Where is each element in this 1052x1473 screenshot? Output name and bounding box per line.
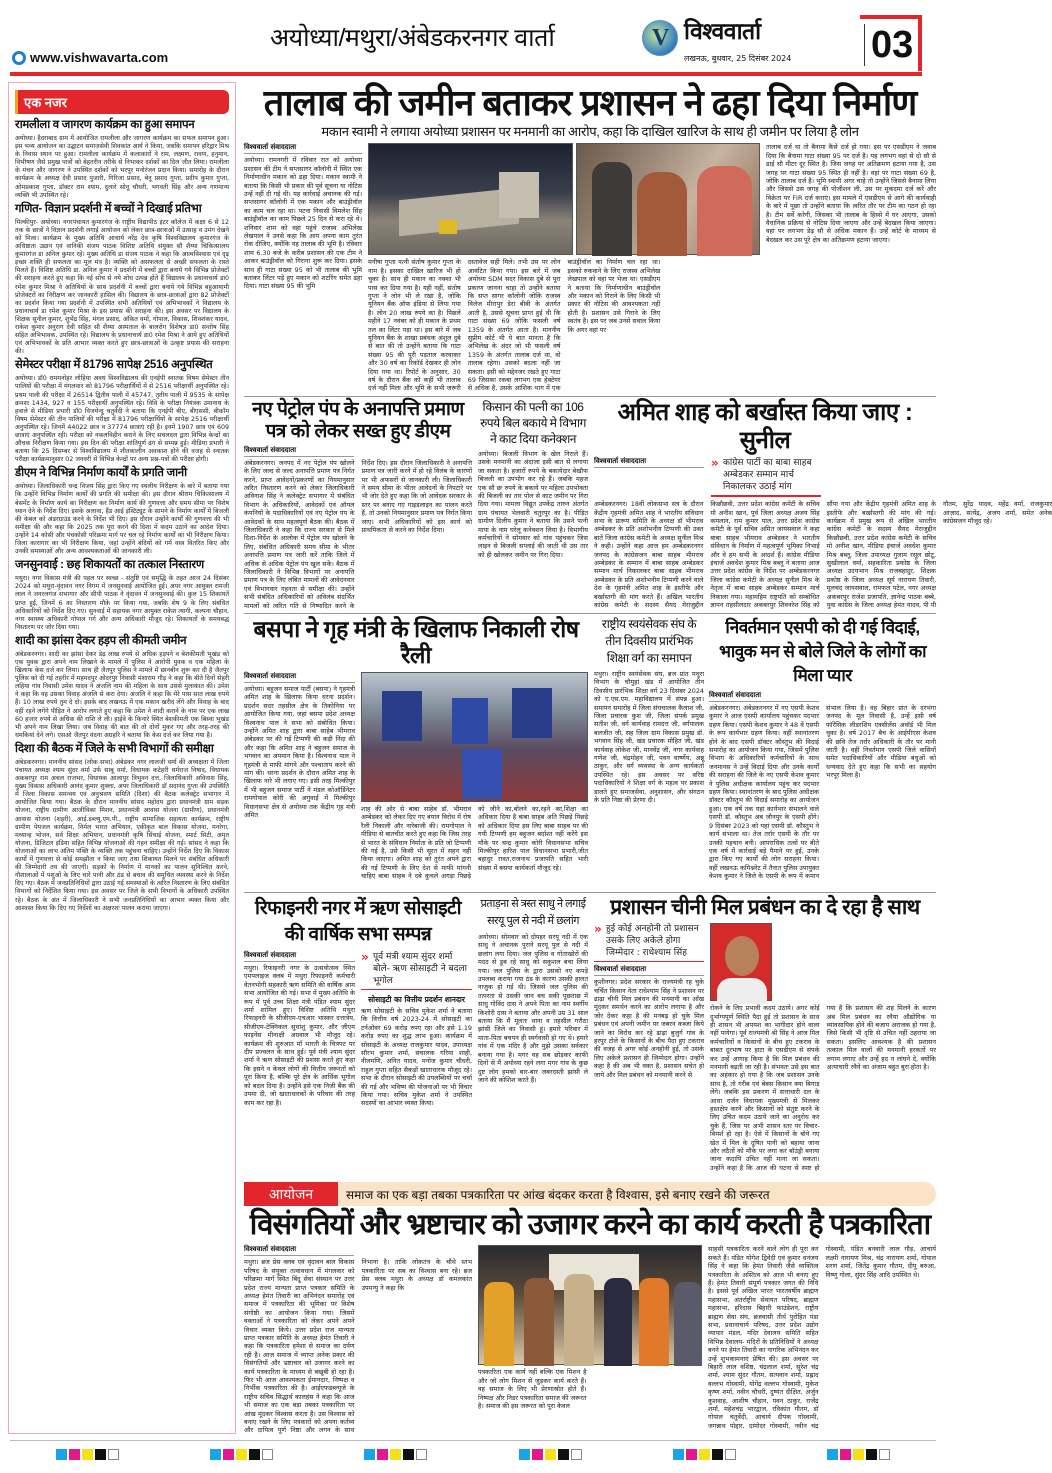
banner-text: समाज का एक बड़ा तबका पत्रकारिता पर आंख बंदकर करता है विश्वास, इसे बनाए रखने की जरूरत <box>346 1187 770 1202</box>
demolition-photo <box>368 143 573 255</box>
mill-body: कुशीनगर। प्रदेश सरकार के राज्यमंत्री रह चुके चर्चित किसान नेता राधेश्याम सिंह ने प्रशासन पर ढाढ़ा चीनी मिल प्रबंधन की मनमानी का आँख मूंदकर समर्थन करने का आरोप लगाया है और जोर देकर कहा है की मनबढ़ हो चुके मिल प्रबंधन एवं अपनी जमीन पर जबरन कब्जा किये जाने का विरोध कर रहे ढाढ़ा बुजुर्ग गांव के हरपुर टोले के किसानों के बीच पैदा हुए टकराव की वजह से अगर कोई अनहोनी हुई, तो उसके लिए अकेले प्रशासन ही जिम्मेदार होगा। उन्होंने कहा है की अब भी वक्त है, प्रशासन सचेत हो जाये और मिल प्रबंधन को मनमानी करने से <box>594 978 704 1079</box>
sp-story <box>709 616 936 888</box>
sadhu-headline: प्रताड़ना से त्रस्त साधु ने लगाई सरयू पुल से नदी में छलांग <box>480 898 586 927</box>
byline: विश्ववार्ता संवाददाता <box>709 691 819 702</box>
lead-body-right: तालाब दर्ज था तो बैनामा कैसे दर्ज हो गया। इस पर एसडीएम ने जवाब दिया कि बैनामा गाटा संख्या 95 पर दर्ज है। यह लगभग वहां से दो सौ से ढाई सौ मीटर दूर स्थित है। जिस जगह पर अतिक्रमण हटाया गया है, उस जगह पर गाटा संख्या 95 स्थित ही नहीं है। वहां पर गाटा संख्या 69 है, जोकि तालाब दर्ज है। भूमि स्वामी अगर चाहे तो उन्होंने जिससे बैनामा लिया और जिससे उस जगह की पोजीशन ली, उस पर मुकदमा दर्ज करें और विक्रेता पर FIR दर्ज कराएं। इस मामले में एसडीएम से आगे की कार्यवाही के बारे में पूछा तो उन्होंने बताया कि त्वरित तौर पर टीम का गठन हो रहा है। टीम सर्वे करेगी, जिसका भी तालाब के हिस्से में घर आएगा, उसको वैधानिक प्रक्रिया से नोटिस दिया जाएगा और उन्हें बेदखल किया जाएगा। वहां पर लगभग डेढ़ सौ से अधिक मकान हैं। उन्हें कोर्ट के माध्यम से बेदखल कर उस पूरे क्षेत्र का अतिक्रमण हटाया जाएगा। <box>766 143 936 244</box>
brief-body: मथुरा। नगर विकास मंत्री की पहल पर स्वच्छ - संतुष्टि एवं समृद्धि के तहत आज 24 दिसंबर 2024 को मथुरा-वृंदावन नगर निगम में जनसुनवाई आयोजित हुई। अपर नगर आयुक्त रामजी लाल ने जनरलगंज सभागार और सीपी पाठक ने वृंदावन में जनसुनवाई की। कुल 15 शिकायतें प्राप्त हुईं, जिनमें 6 का निस्तारण मौके पर किया गया, जबकि शेष 9 के लिए संबंधित अधिकारियों को निर्देश दिए गए। सुनवाई में सहायक नगर आयुक्त राकेश त्यागी, कल्पना चौहान, नगर स्वास्थ्य अधिकारी गोपाल गर्ग और अन्य अधिकारी मौजूद रहे। शिकायतों के समयबद्ध निस्तारण पर जोर दिया गया। <box>15 575 229 631</box>
bottom-story <box>244 1209 936 1435</box>
lead-body-continued: मनीषा गुप्ता पत्नी संतोष कुमार गुप्ता के नाम है। इसका दाखिल खारिज भी हो चुका है। साथ ही मकान का नक्शा भी पास कर दिया गया है। यही नहीं, संतोष गुप्ता ने लोन भी ले रखा है, जोकि यूनियन बैंक ऑफ इंडिया से लिया गया है। लोन 20 लाख रुपये का है। पिछले महीने 17 नवंबर को ही मकान के प्रथम तल का लिंटर पड़ा था। इस बारे में जब यूनियन बैंक के शाखा प्रबंधक अंशुल दुबे से बात की तो उन्होंने बताया कि गाटा संख्या 95 की पूरी पड़ताल करवाकर और 30 वर्ष का रिकॉर्ड देखकर ही लोन दिया गया था। रिपोर्ट के अनुसार, 30 वर्ष के दौरान बैंक को कहीं भी तालाब दर्ज नहीं मिला और भूमि के सभी जरूरी दस्तावेज सही मिले। तभी उस पर लोन आवंटित किया गया। इस बारे में जब अयोध्या SDM सदर विकास दुबे से पूरा प्रकरण जानना चाहा तो उन्होंने बताया कि सप्त सागर कॉलोनी जोकि राजस्व विलेज मीरापुर डेरा बीबी के अंतर्गत आती है, उससे सूचना प्राप्त हुई थी कि गाटा संख्या 69 जोकि फसली वर्ष 1359 के अंतर्गत आता है। माननीय सुप्रीम कोर्ट भी ये बात मानता है कि अभिलेख के अंदर जो भी फसली वर्ष 1359 के अंतर्गत तालाब दर्ज था, वो तालाब रहेगा। उसको बदला नहीं जा सकता। इसी को मद्देनजर रखते हुए गाटा 69 जिसका रकबा लगभग एक हेक्टेयर से अधिक है, उसके आंशिक भाग में एक बाउंड्रीवॉल का निर्माण चल रहा था। इसको रुकवाने के लिए राजस्व अभिलेख लेखपाल को वहां पर भेजा था। एसडीएम ने बताया कि निर्माणाधीन बाउंड्रीवॉल और मकान को गिराने के लिए किसी भी प्रकार की नोटिस की आवश्यकता नहीं होती है। प्रशासन उसे गिराने के लिए स्वतंत्र है। इस पर जब उनसे सवाल किया कि अगर वहां पर <box>368 258 661 393</box>
bottom-headline: विसंगतियों और भ्रष्टाचार को उजागर करने का कार्य करती है पत्रकारिता <box>249 1209 931 1241</box>
cmyk-swatch <box>56 1449 119 1460</box>
brief-story <box>15 634 229 740</box>
lead-story <box>244 82 936 394</box>
mill-headline: प्रशासन चीनी मिल प्रबंधन का दे रहा है साथ <box>610 896 920 919</box>
brief-story <box>15 358 229 464</box>
cmyk-swatch <box>827 1449 890 1460</box>
byline: विश्ववार्ता संवाददाता <box>594 457 704 468</box>
byline: विश्ववार्ता संवाददाता <box>244 143 362 154</box>
felicitation-photo <box>478 1245 702 1365</box>
cmyk-swatch <box>210 1449 273 1460</box>
page-number-box <box>860 15 922 71</box>
browser-e-icon <box>12 51 26 65</box>
bottom-body: मथुरा। ब्रज प्रेस क्लब एवं वृंदावन बाल विकास परिषद के संयुक्त तत्वावधान में मंगलवार को परिक्रमा मार्ग स्थित बिंदु सेवा संस्थान पर उत्तर प्रदेश राज्य मान्यता प्राप्त पत्रकार समिति के अध्यक्ष हेमंत तिवारी का अभिनंदन समारोह एवं समाज में पत्रकारिता की भूमिका पर विशेष संगोष्ठी का आयोजन किया गया। जिसमें वक्ताओं ने पत्रकारिता को लेकर अपने अपने विचार व्यक्त किये। उत्तर प्रदेश राज मान्यता प्राप्त पत्रकार समिति के अध्यक्ष हेमंत तिवारी ने कहा कि पत्रकारिता हमेशा से समाज का दर्पण रही है। आज समाज में व्याप्त अनेक प्रकार की विसंगतियों और भ्रष्टाचार को उजागर करने का कार्य पत्रकारिता के माध्यम से बखूबी हो रहा है। फिर भी आज आवश्यकता ईमानदार, निष्पक्ष व निर्भीक पत्रकारिता की है। आईएफडब्ल्यूजे के राष्ट्रीय सचिव सिद्धार्थ कालहंस ने कहा कि आज भी समाज का एक बड़ा तबका पत्रकारिता पर आंख मूंदकर विश्वास करता है। उस विश्वास को बनाए रखने के लिए पत्रकारों को अपना कर्तव्य और दायित्व पूर्ण निष्ठा और लगन के साथ निभाना है। ताकि लोकतंत्र के चौथे स्तंभ पत्रकारिता पर सब का विश्वास बना रहे। ब्रज प्रेस क्लब मथुरा के अध्यक्ष डॉ कमलकांत उपमन्यु ने कहा कि <box>244 1258 472 1435</box>
bsp-headline: बसपा ने गृह मंत्री के खिलाफ निकाली रोष रैली <box>253 616 579 669</box>
banner-label: आयोजन <box>244 1182 338 1206</box>
cmyk-swatch <box>364 1449 427 1460</box>
rss-story <box>594 616 704 888</box>
refinery-sub-text: पूर्व मंत्री श्याम सुंदर शर्मा बोले- ऋण सोसाइटी ने बदला भूगोल <box>373 952 467 986</box>
brief-story <box>15 118 229 200</box>
amit-sub-text: कांग्रेस पार्टी का बाबा साहब अम्बेडकर सम्मान मार्च निकालकर उठाई मांग <box>723 458 812 493</box>
divider <box>244 396 936 397</box>
mill-subheadline <box>594 923 704 962</box>
refinery-story <box>244 896 472 1178</box>
event-banner <box>244 1182 936 1206</box>
grieving-women-photo <box>576 143 760 255</box>
brief-story <box>15 558 229 632</box>
amit-body-text: अम्बेडकरनगर। 18वीं लोकसभा सत्र के दौरान केंद्रीय गृहमंत्री अमित शाह ने भारतीय संविधान सभा के प्रारूप समिति के अध्यक्ष डॉ भीमराव अम्बेडकर के प्रति अशोभनीय टिप्पणी की उक्त बातें जिला कांग्रेस कमेटी के अध्यक्ष सुनील मिश्र ने कही। उन्होंने कहा आज हम अम्बेडकरनगर जनपद के कांग्रेसजन बाबा साहब भीमराव अम्बेडकर के सम्मान में बाबा साहब अम्बेडकर सम्मान मार्च निकालकर बाबा साहब भीमराव अम्बेडकर के प्रति अशोभनीय टिप्पणी करने वाले देश के गृहमंत्री अमित शाह के इस्तीफे और बर्खास्तगी की मांग करते हैं। अखिल भारतीय कांग्रेस कमेटी के सदस्य सैयद मेराजुद्दीन किछौछवी, उत्तर प्रदेश कांग्रेस कमेटी के सचिव मो अनीश खान, पूर्व जिला अध्यक्ष अजय सिंह कमलान, राम कुमार पाल, उत्तर प्रदेश कांग्रेस कमेटी के पूर्व सचिव अमित जायसवाल ने कहा बाबा साहब भीमराव अम्बेडकर ने भारतीय संविधान के निर्माण में महत्वपूर्ण भूमिका निभाई और वे हम सभी के आदर्श हैं। कांग्रेस मीडिया इंचार्ज अवधेश कुमार मिश्र बब्लू ने बताया आज उत्तर प्रदेश कांग्रेस के निर्देश पर अम्बेडकरनगर जिला कांग्रेस कमेटी के अध्यक्ष सुनील मिश्र के नेतृत्व में बाबा साहब अम्बेडकर सम्मान मार्च निकाला गया। महामहिम राष्ट्रपति को सम्बोधित ज्ञापन तहसीलदार अकबरपुर शिवनरेश सिंह को सौंपा गया और केंद्रीय गृहमंत्री अमित शाह के इस्तीफे और बर्खास्तगी की मांग की गई। कार्यक्रम में प्रमुख रूप से अखिल भारतीय कांग्रेस कमेटी के सदस्य सैयद मेराजुद्दीन किछौछवी, उत्तर प्रदेश कांग्रेस कमेटी के सचिव मो अनीश खान, मीडिया इंचार्ज अवधेश कुमार मिश्र बब्लू, जिला उपाध्यक्ष गुलाम रसूल छोटू, सुखीलाल वर्मा, सहकारिता प्रकोष्ठ के जिला अध्यक्ष उदयभान मिश्र राजबहादुर, शिक्षक प्रकोष्ठ के जिला अध्यक्ष सूर्य नारायण तिवारी, मूलचंद जायसवाल, रामफल पटेल, नगर अध्यक्ष अकबरपुर राजेश प्रजापति, ज्ञानेन्द्र पाठक बब्बे, युवा कांग्रेस के जिला अध्यक्ष हेमंत यादव, पी पी गौतम, सुरेंद्र यादव, महेंद्र वर्मा, राजकुमार आज़ाद, सत्येंद्र, अजय शर्मा, समेत अनेक कांग्रेसजन मौजूद रहे। <box>594 500 1052 610</box>
petrol-headline: नए पेट्रोल पंप के अनापत्ति प्रमाण पत्र को लेकर सख्त हुए डीएम <box>252 399 464 442</box>
rss-body: मथुरा। राष्ट्रीय स्वयंसेवक संघ, ब्रज प्रांत मथुरा विभाग के चौमुहां खंड में आयोजित तीन दिवसीय प्रारंभिक शिक्षा वर्ग 23 दिसंबर 2024 को ए.एस.एम. महाविद्यालय में संपन्न हुआ। समापन समारोह में जिला संघचालक कैलाश जी, जिला प्रचारक कुश जी, जिला संपर्क प्रमुख सतीश जी, वर्ग कार्यवाह रामदत्त जी, वर्गपालक बलजीत जी, सह जिला ग्राम विकास प्रमुख डॉ. भगवान सिंह जी, खंड प्रचारक मोहित जी, खंड कार्यवाह लोकेश जी, मानवेंद्र जी, नगर कार्यवाह गणेश जी, चंद्रमोहन जी, पवन वार्ष्णेय, अन्नू ठाकुर, और वर्ग व्यवस्था के अन्य कार्यकर्ता उपस्थित रहे। इस अवसर पर वरिष्ठ पदाधिकारियों ने शिक्षा वर्ग के महत्व पर प्रकाश डालते हुए समाजसेवा, अनुशासन, और संगठन के प्रति निष्ठा की प्रेरणा दी। <box>594 670 704 805</box>
refinery-headline: रिफाइनरी नगर में ऋण सोसाइटी की वार्षिक सभा सम्पन्न <box>254 898 462 945</box>
ek-nazar-column <box>8 82 236 1434</box>
refinery-body-b: ऋण सोसाइटी के सचिव मुकेश शर्मा ने बताया कि वित्तीय वर्ष 2023-24 में सोसाइटी का टर्नओवर 69 करोड़ रुपए रहा और इसे 1.19 करोड़ रुपए का शुद्ध लाभ हुआ। कार्यक्रम में सोसाइटी के अध्यक्ष राजकुमार यादव, उपाध्यक्ष सौरभ कुमार शर्मा, संचालक गरिमा शाही, नीलमणि, अनित यादव, मनोज कुमार चौधरी, राहुल गुप्ता सहित सैकड़ों खाताधारक मौजूद रहे। सभा के दौरान सोसाइटी की उपलब्धियों पर चर्चा की गई और भविष्य की योजनाओं पर भी विचार किया गया। सचिव मुकेश शर्मा ने उपस्थित सदस्यों का आभार व्यक्त किया। <box>361 1007 472 1108</box>
brief-headline: सेमेस्टर परीक्षा में 81796 सापेक्ष 2516 अनुपस्थित <box>15 359 213 372</box>
mill-sub-text: हुई कोई अनहोनी तो प्रशासन उसके लिए अकेले होगा जिम्मेदार : राधेश्याम सिंह <box>606 924 699 959</box>
byline: विश्ववार्ता संवाददाता <box>244 672 355 683</box>
refinery-subhead-2: सोसाइटी का वित्तीय प्रदर्शन शानदार <box>368 995 465 1004</box>
bsp-story <box>244 616 588 888</box>
brief-body: मिल्कीपुर- अयोध्या। नगरपंचायत कुमारगंज के राष्ट्रीय विद्यापीठ इंटर कॉलेज में कक्षा 6 से 12 तक के छात्रों ने विज्ञान प्रदर्शनी लगाई आयोजन को लेकर छात्र-छात्राओं में उत्साह व उमंग देखने को मिला। कार्यक्रम के मुख्य अतिथि आचार्य नरेंद्र देव कृषि विश्वविद्यालय कुमारगंज के अधिष्ठाता उद्यान एवं वानिकी संजय पाठक विशिष्ट अतिथि संयुक्त सौ शैय्या चिकित्सालय कुमारगंज डा अनिल कुमार रहे। मुख्य अतिथि डा संजय पाठक ने कहा कि आत्मविश्वास एवं दृढ़ इच्छा शक्ति ही सफलता का मूल मंत्र है। व्यक्ति को असफलता से अच्छी सफलता के रास्ते मिलते हैं। विशिष्ट अतिथि डा. अनिल कुमार ने प्रदर्शनी में बच्चों द्वारा बनाये गये विभिन्न प्रोजेक्टों की सराहना करते हुए कहा कि नई सोच से नये शोध उत्पन्न होते हैं विद्यालय के प्रधानाचार्य डा0 रमेश कुमार मिश्रा ने अतिथियों के साथ प्रदर्शनी में बच्चों द्वारा बनाये गये विभिन्न बहुआयामी प्रोजेक्टरों का निरीक्षण कर जानकारी हासिल की। विद्यालय के छात्र-छात्राओं द्वारा 82 प्रोजेक्टों का प्रदर्शन किया गया प्रदर्शनी में उपस्थित सभी अतिथियों एवं अभिभावकों ने विद्यालय के प्रधानाचार्य डा रमेश कुमार मिश्रा के इस प्रयास की सराहना की। इस अवसर पर विद्यालय के शिक्षक सुनील कुमार, शुभेंद्र सिंह, मंगल प्रसाद, अंकित वर्मा, गोपाल, विकास, शिवशंकर यादव, राकेश कुमार अनुराग देवी सहित सौ शैय्या अस्पताल के बालरोग विशेषज्ञ डा0 सन्तोष सिंह सहित अभिभावक, उपस्थित रहे। विद्यालय के प्रधानाचार्य डा0 रमेश मिश्रा ने आये हुए अतिथियों एवं अभिभावकों के प्रति आभार व्यक्त करते हुए छात्र-छात्राओं के उत्कृष्ट प्रयास की सराहना की। <box>15 218 229 356</box>
brief-headline: दिशा की बैठक में जिले के सभी विभागों की समीक्षा <box>15 742 214 755</box>
kisan-story <box>478 399 588 611</box>
amit-headline: अमित शाह को बर्खास्त किया जाए : सुनील <box>617 399 913 454</box>
page-number: 03 <box>864 24 913 66</box>
brief-story <box>15 742 229 913</box>
sp-body: अंबेडकरनगर। अंबेडकरनगर में नए एसपी केशव कुमार ने आज एसपी कार्यालय पहुंचकर पदभार ग्रहण किया। एसपी केशव कुमार ने 48 वें एसपी के रूप कार्यभार ग्रहण किया। वहीं स्थानांतरण होने के बाद एसपी डॉक्टर कौस्तुभ की विदाई समारोह का आयोजन किया गया, जिसमें पुलिस विभाग के अधिकारियों कर्मचारियों के साथ जनमानस ने उन्हें विदाई दिया और उनके कार्यों की सराहना की जिले के नए एसपी केशव कुमार ने पुलिस अधीक्षक कार्यालय पहुंच कर पदभार ग्रहण किया। स्थानांतरण के बाद पुलिस अधीक्षक डॉक्टर कौस्तुभ की विदाई समारोह का आयोजन हुआ। एक वर्ष तक यहां कार्यभार संभालने वाले एसपी डॉ. कौस्तुभ अब जौनपुर के एसपी होंगे। 9 दिसंबर 2023 को यहां एसपी डॉ. कौस्तुभ ने कार्य संभाला था। तेज तर्रार एसपी के तौर पर उनकी पहचान बनी। आपराधिक तत्वों पर बीते एक वर्ष में कार्रवाई बड़े पैमाने पर हुई, उनके द्वारा किए गए कार्यों की लोग सराहना किया। वहीं लखनऊ कमिश्नरेट में तैनात पुलिस उपायुक्त केशव कुमार ने जिले के एसपी के रूप में कमान संभाल लिया है। वह बिहार प्रांत के दरभंगा जनपद के मूल निवासी है, उन्हें इसी वर्ष फॉरेंसिक लीडरशिप एक्सीलेंस अवॉर्ड भी मिल चुका है। वर्ष 2017 बैच के आईपीएस केशव की छवि तेज तर्रार अधिकारी के तौर पर मानी जाती है। वहीं निवर्तमान एसपी जिले वासियों समेत पदाधिकारियों और मीडिया बंधुओं को धन्यवाद देते हुए कहा कि सभी का सहयोग भरपूर मिला है। <box>709 704 936 881</box>
sadhu-body: अयोध्या। सोमवार को दोपहर सरयू नदी में एक साधु ने अचानक पुराने सरयू पुल से नदी में छलांग लगा दिया। जल पुलिस व गोताखोरों की मदद से डूब रहे साधु को सकुशल बचा लिया गया। जल पुलिस के द्वारा उसको नए कपड़े उपलब्ध कराया गया ठंड के कारण उसकी हालत नाजुक हो गई थी। जिससे जल पुलिस की तत्परता से उसकी जान बच सकी पूछताछ में साधु गोविंद दास ने अपने पिता का नाम स्वर्गीय किशोरी दास ने बताया और अपनी उम्र 31 साल बताया कि मैं मूलतः थाना व तहसील गरौठा झांसी जिले का निवासी हूं। हमारे परिवार में माता-पिता बचपन ही स्वर्गवासी हो गए थे। हमारे गांव में एक मंदिर है और मुझे उसका सर्वकार बनाया गया है। मगर वह सब छोड़कर काफी दिनों से मैं अयोध्या रहने लगा मगर गांव के कुछ दुष्ट लोग हमको बार-बार जबरदस्ती झांसी ले जाने की कोशिश करते हैं। <box>478 933 588 1084</box>
brief-headline: जनसुनवाई : छह शिकायतों का तत्काल निस्तारण <box>15 559 204 572</box>
sp-headline: निवर्तमान एसपी को दी गई विदाई, भावुक मन से बोले जिले के लोगों का मिला प्यार <box>718 618 927 685</box>
mill-story <box>594 896 936 1178</box>
brief-story <box>15 202 229 357</box>
brief-headline: डीएम ने विभिन्न निर्माण कार्यों के प्रगति जानी <box>15 467 187 480</box>
section-title: अयोध्या/मथुरा/अंबेडकरनगर वार्ता <box>270 24 555 52</box>
divider <box>244 613 936 614</box>
bsp-rally-photo <box>361 672 588 802</box>
cmyk-swatch <box>673 1449 736 1460</box>
brief-body: अंबेडकरनगर। शादी का झांसा देकर डेढ़ लाख रुपये से अधिक हड़पने व बेशकीमती भूखंड को एक युवक द्वारा अपने नाम लिखाने के मामले में पुलिस ने आरोपी युवक व एक महिला के खिलाफ केस दर्ज कर लिया। साथ ही जैतपुर पुलिस ने मामले में छानबीन शुरू कर दी है जैतपुर पुलिस को दी गई तहरीर में महमदपुर ओदरपुर निवासी मंशाराम गौड़ ने कहा कि बीते दिनों सेहरी लहिया गांव निवासी उमेश यादव ने अंजलि नाम की महिला के साथ उससे मुलाकात की। उमेश ने कहा कि वह उसका विवाह अंजलि से करा देगा। अंजलि ने कहा कि मेरे पास सात लाख रुपये हैं। 10 लाख रुपये तुम दे दो। इसके बाद लखनऊ में एक मकान खरीद लेंगे और विवाह के बाद वहीं रहने लगेंगे पीड़ित ने आरोप लगाते हुए कहा कि उमेश ने शादी कराने के नाम पर एक लाख 60 हजार रुपये से अधिक की राशि ले ली। हाईवे के किनारे स्थित बेशकीमती एक बिस्वा भूखंड भी अपने नाम लिखा लिया। जब विवाह की बात की तो दोनों मुकर गए और तरह-तरह की धमकियां देने लगे। एसओ जैतपुर वंदना अग्रहरि ने बताया कि केस दर्ज कर लिया गया है। <box>15 650 229 739</box>
brand-name: विश्ववार्ता <box>684 18 761 44</box>
bsp-body-continued: शाह की ओर से बाबा साहेब डॉ. भीमराव अम्बेडकर को लेकर दिए गए बयान विरोध में रोष रैली निकाली और नारेबाजी की। रामगोपाल ने मीडिया से बातचीत करते हुए कहा कि जिस तरह से भारत के संविधान निर्माता के प्रति जो टिप्पणी की गई है, उसे किसी भी सूरत में सहन नहीं किया जाएगा। अमित शाह को तुरंत अपने द्वारा की गई टिप्पणी के लिए देश से माफी मांगनी चाहिए बाबा साहब ने दबे कुचले अगड़ा पिछड़े को जीने का,बोलने का,रहने का,शिक्षा का अधिकार दिया है बाबा साहब अति पिछड़े पिछड़े को अधिकार दिया इस लिए बाबा साहब पर की गयी टिप्पणी हम बहुजन बर्दाश्त नहीं करेंगे इस मौके पर चन्द्र कुमार कोरी विधानसभा सचिव मिल्कीपुर हारिश पाल विधानसभा प्रभारी,जीत बहादुर रावत,राजनाथ प्रजापति सहित भारी संख्या में बसपा कार्यकर्ता मौजूद रहे। <box>361 804 588 881</box>
brief-body: अयोध्या। जिलाधिकारी चन्द्र विजय सिंह द्वारा किए गए स्थलीय निरीक्षण के बारे में बताया गया कि उन्होंने विभिन्न निर्माण कार्यों की प्रगति की समीक्षा की। इस दौरान श्रीराम चिकित्सालय में बेसमेंट के निर्माण कार्य का निरीक्षण कर निर्माण कार्य की गुणवत्ता और समय सीमा पर विशेष ध्यान देने के निर्देश दिए। इसके अलावा, हैंड आई इंस्टिट्यूट के सामने के निर्माण कार्यों में बिजली की केबल को अंडरग्राउंड करने के निर्देश भी दिए। इस दौरान उन्होंने कार्यों की गुणवत्ता की भी समीक्षा की और कहा कि 2025 तक पूरा करने की दिशा में कदम उठाने का आदेश दिया। उन्होंने 14 कोसी और पंचकोसी परिक्रमा मार्ग पर चल रहे निर्माण कार्यों का भी निरीक्षण किया। जिला कारागार का भी निरीक्षण किया, जहां उन्होंने बंदियों को गर्म वस्त्र वितरित किए और उनकी समस्याओं और अन्य आवश्यकताओं की जानकारी ली। <box>15 483 229 556</box>
mill-body-b: रोकने के लिए प्रभावी कदम उठाये। अगर कोई दुर्भाग्यपूर्ण स्थिति पैदा हुई तो प्रशासन के साथ ही शासन भी अपयश का भागीदार होने वाला नहीं पायेगा। पूर्व राज्यमंत्री श्री सिंह ने आज मिल कर्मचारियों व किसानों के बीच हुए टकराव के बाबत दूरभाष पर हाटा के एसडीएम से संपर्क कर उन्हें आगाह किया है कि मिल प्रबंधन की मनमानी बढ़ती जा रही है। संभवतः उसे इस बात का अहंकार हो गया है कि जब प्रशासन उनके साथ है, तो गरीब एवं बेबस किसान क्या बिगाड़ लेंगे। जबकि इस प्रकरण में सत्ताधारी दल के आधा दर्जन विधायक मुख्यमंत्री से मिलकर हस्तक्षेप करने और किसानों को संतुष्ट करने के लिए उचित कदम उठाये जाने का अनुरोध कर चुके हैं, जिस पर अभी शासन स्तर पर विचार-विमर्श हो रहा है। ऐसे में किसानों के बोये गए खेत में मिल के दूषित पानी को बहाया जाना और लठैतों को मौके पर लगा कर बॉउंड्री बनाया जाना कदापि उचित नहीं माना जा सकता। उन्होंने कहा है कि आज की घटना से स्पष्ट हो गया है कि प्रशासन की शह मिलने के कारण अब मिल प्रबंधन का रवैया औद्योगिक या व्यावसायिक होने की बजाय अराजक हो गया है, जिसे किसी भी दृष्टि से उचित नहीं ठहराया जा सकता। इसलिए आवश्यक है की प्रशासन तत्काल मिल वालों की मनमानी हरकतों पर लगाम लगाए और उन्हें हद न लांघने दे, क्योंकि अत्याचारी रवैये का अंजाम बहुत बुरा होता है। <box>710 1004 936 1172</box>
lead-subheadline: मकान स्वामी ने लगाया अयोध्या प्रशासन पर मनमानी का आरोप, कहा कि दाखिल खारिज के साथ ही जमीन पर लिया है लोन <box>321 124 859 140</box>
petrol-body: अंबेडकरनगर। जनपद में नए पेट्रोल पंप खोलने के लिए जल्द से जल्द अनापत्ति प्रमाण पत्र निर्गत करने, प्राप्त आवेदनों/प्रकरणों का नियमानुसार त्वरित निस्तारण करने को लेकर जिलाधिकारी अविनाश सिंह ने कलेक्ट्रेट सभागार में संबंधित विभाग के अधिकारियों, आवेदकों एवं ऑयल कंपनियों के पदाधिकारियों एवं नए पेट्रोल पंप के आवेदकों के साथ महत्वपूर्ण बैठक की। बैठक में जिलाधिकारी ने कहा कि राज्य सरकार से मिले दिशा-निर्देश के आलोक में पेट्रोल पंप खोलने के लिए, संबंधित अधिकारी समय सीमा के भीतर अनापत्ति प्रमाण पत्र जारी करें ताकि जिले में अधिक से अधिक पेट्रोल पंप खुल सकें। बैठक में जिलाधिकारी ने विभिन्न विभागों पर अनापत्ति प्रमाण पत्र के लिए लंबित मामलों की आवेदनवार एवं विभागवार गहनता से समीक्षा की। उन्होंने सभी संबंधित अधिकारियों को अविलंब संदर्भित मामलों को त्वरित गति से निष्पादित करने के निर्देश दिए। इस दौरान जिलाधिकारी ने अनापत्ति प्रमाण पत्र जारी करने में हो रहे विलंब के कारणों पर भी अफसरों से जानकारी ली। जिलाधिकारी ने समय सीमा के भीतर आवेदनों के निपटारे पर भी जोर देते हुए कहा कि जो आवेदक सरकार के स्तर पर बनाए गए गाइडलाइन का पालन करते हैं, तो उनको नियमानुसार प्रमाण पत्र निर्गत किया जाए। सभी अधिकारियों को इस कार्य को प्राथमिकता से करने का निर्देश दिया। <box>244 458 472 610</box>
bottom-body-right: साहसी पत्रकारिता करने वाले लोग ही पूरा कर सकते हैं। पंडित योगेश द्विवेदी एवं कुमार धनंजय सिंह ने कहा कि हेमंत तिवारी जैसे व्यक्तित्व पत्रकारिता के अस्तित्व को आज भी बनाए हुए हैं। हेमंत तिवारी संपूर्ण पत्रकार जगत की निधि है। इससे पूर्व अखिल भारत भारतवर्षीय ब्राह्मण महासभा, अंतर्राष्ट्रीय सेवायत परिषद, ब्राह्मण महासभा, हरिदास बिहारी फाउंडेशन, राष्ट्रीय ब्राह्मण सेवा संघ, ब्रजवासी तीर्थ पुरोहित पंडा सभा, प्रधानाचार्य परिषद, उत्तर प्रदेश उद्योग व्यापार मंडल, मंदिर देवालय समिति सहित विभिन्न देवालय- मंदिरों के प्रतिनिधियों ने अध्यक्ष बनने पर हेमंत तिवारी का नागरिक अभिनंदन कर उन्हें शुभकामनाएं प्रेषित की। इस अवसर पर बिहारी लाल वशिष्ठ, चंद्रलाल शर्मा, सुरेश चंद्र शर्मा, श्याम सुंदर गौतम, सत्यवान शर्मा, प्रह्लाद वल्लभ गोस्वामी, योगेंद्र वल्लभ गोस्वामी, मुकेश कृष्ण शर्मा, नवीन चौधरी, दुष्यंत दीक्षित, अर्जुन कुशवाह, आशीष चौहान, पवन ठाकुर, राजेंद्र शर्मा, महेशचंद्र भारद्वाज, रविकांत गौतम, डॉ गोपाल चतुर्वेदी, आचार्य दीपक गोस्वामी, जगन्नाथ पोद्दार, दामोदर गोस्वामी, नवीन चंद्र गोस्वामी, पंडित बनवारी लाल गौड़, आचार्य लक्ष्मी नारायण मिश्र, चंद्र नारायण शर्मा, गोपाल शरण शर्मा, जितेंद्र कुमार गौतम, दीपू बरुआ, विष्णु गोला, सुंदर सिंह आदि उपस्थित थे। <box>708 1245 936 1430</box>
divider <box>244 892 936 893</box>
chevron-icon: » <box>361 950 369 964</box>
bottom-body-under-photo: पत्रकारिता एक कार्य नहीं बल्कि एक मिशन है और जो लोग मिशन से जुड़कर कार्य करते हैं। वह समाज के लिए भी प्रेरणास्रोत होते हैं। निष्पक्ष और निडर पत्रकारिता समाज की जरूरत है। समाज की इस जरूरत को पूरा केवल <box>478 1368 587 1410</box>
byline: विश्ववार्ता संवाददाता <box>244 446 354 457</box>
print-color-marks <box>10 1440 936 1460</box>
masthead-logo <box>642 20 678 56</box>
header-rule <box>10 72 922 76</box>
bsp-body: अयोध्या। बहुजन समाज पार्टी (बसपा) ने गृहमंत्री अमित शाह के खिलाफ किया धरना प्रदर्शन। प्रदर्शन सदर तहसील क्षेत्र के तिकोनिया पर आयोजित किया गया, जहां बसपा प्रदेश अध्यक्ष विश्वनाथ पाल ने सभा को संबोधित किया। उन्होंने अमित शाह द्वारा बाबा साहेब भीमराव अंबेडकर पर की गई टिप्पणी की कड़ी निंदा की और कहा कि अमित शाह ने बहुजन समाज के भगवान का अपमान किया है। विश्वनाथ पाल ने गृहमंत्री से माफी मांगने और पश्चाताप करने की मांग की। धरना प्रदर्शन के दौरान अमित शाह के खिलाफ नारे भी लगाए गए। इसी तरह मिल्कीपुर में भी बहुजन समाज पार्टी ने मंडल कोऑर्डिनेटर रामगोपाल कोरी की अगुवाई में मिल्कीपुर विधानसभा क्षेत्र से अयोध्या तक केंद्रीय गृह मंत्री अमित <box>244 684 355 819</box>
chevron-icon: » <box>711 456 719 471</box>
radheshyam-singh-photo <box>710 923 772 1001</box>
brief-headline: गणित- विज्ञान प्रदर्शनी में बच्चों ने दिखाई प्रतिभा <box>15 202 202 215</box>
kisan-headline: किसान की पत्नी का 106 रुपये बिल बकाये मे विभाग ने काट दिया कनेक्शन <box>480 400 586 446</box>
byline: विश्ववार्ता संवाददाता <box>244 1245 354 1256</box>
sadhu-story <box>478 896 588 1178</box>
brief-body: अंबेडकरनगर। माननीय सांसद (लोक सभा) अंबेडकर नगर लालजी वर्मा की अध्यक्षता में जिला पंचायत अध्यक्ष श्याम सुंदर वर्मा उर्फ साबू वर्मा, विधायक कटेहरी धर्मराज निषाद, विधायक अकबरपुर राम अचल राजभर, विधायक आलापुर त्रिभुवन दत्त, जिलाधिकारी अविनाश सिंह, मुख्य विकास अधिकारी आनंद कुमार शुक्ला, अपर जिलाधिकारी डॉ सदानंद गुप्ता की उपस्थिति में जिला विकास समन्वय एवं अनुश्रवण समिति (दिशा) की बैठक कलेक्ट्रेट सभागार में आयोजित किया गया। बैठक के दौरान माननीय सांसद महोदय द्वारा प्रधानमंत्री ग्राम सड़क योजना, राष्ट्रीय ग्रामीण आजीविका मिशन, प्रधानमंत्री आवास योजना (ग्रामीण), प्रधानमंत्री आवास योजना (शहरी), आई.डब्ल्यू.एम.पी., राष्ट्रीय सामाजिक सहायता कार्यक्रम, राष्ट्रीय ग्रामीण पेयजल कार्यक्रम, निर्मल भारत अभियान, एकीकृत बाल विकास योजना, मनरेगा, मध्यान्ह भोजन, सर्व शिक्षा अभियान, प्रधानमंत्री कृषि सिंचाई योजना, स्मार्ट सिटी, अमृत योजना, डिजिटल इंडिया सहित विभिन्न योजनाओं की गहन समीक्षा की गई। सांसद ने कहा कि योजनाओं का लाभ अंतिम पंक्ति के व्यक्ति तक पहुंचना चाहिए। उन्होंने निर्देश दिए कि विकास कार्यों में गुणवत्ता से कोई समझौता न किया जाए तथा शिकायत मिलने पर संबंधित अधिकारी की जिम्मेदारी तय की जाएगी। सड़कों के निर्माण में मानकों का पालन सुनिश्चित करने, गौशालाओं में पशुओं के लिए चारे पानी और ठंड से बचाव की समुचित व्यवस्था करने के निर्देश दिए गए। बैठक में जनप्रतिनिधियों द्वारा उठाई गई समस्याओं के त्वरित निस्तारण के लिए संबंधित विभागों को निर्देशित किया गया। इस अवसर पर जिले के सभी विभागों के अधिकारी उपस्थित रहे। बैठक के अंत में जिलाधिकारी ने सभी जनप्रतिनिधियों का आभार व्यक्त किया और आश्वस्त किया कि दिए गए निर्देशों का अक्षरशः पालन कराया जाएगा। <box>15 758 229 912</box>
kisan-body: अयोध्या। बिजली विभाग के खेल निराले हैं। उसके मनमानी का अंदाजा इसी बात से लगाया जा सकता है। हजारों रुपये के बकायेदार बेखौफ बिजली का उपभोग कर रहे हैं। जबकि महज एक सौ छः रुपये के बकाये पर महिला उपभोक्ता की बिजली का तार पोल से काट जमीन पर गिरा दिया गया। मामला विद्युत उपकेंद्र तारुन अंतर्गत ग्राम पंचायत भेलवारी चतुरपुर का है। पीड़ित ग्रामीण दिलीप कुमार ने बताया कि उसने पत्नी माया के नाम घरेलू कनेक्शन लिया है। विभागीय कर्मचारियों ने सोमवार को गांव पहुंचकर जिस लाइन से बिजली सप्लाई की जाती थी उस तार को ही खोलकर जमीन पर गिरा दिया। <box>478 450 588 559</box>
brief-headline: शादी का झांसा देकर हड़प ली कीमती जमीन <box>15 634 187 647</box>
brief-story <box>15 466 229 556</box>
lead-body: अयोध्या। रामनगरी में रविवार रात को अयोध्या प्रशासन की टीम ने सप्तसागर कॉलोनी में स्थित एक निर्माणाधीन मकान को ढहा दिया। मकान स्वामी ने बताया कि किसी भी प्रकार की पूर्व सूचना या नोटिस उन्हें नहीं दी गई थी। यह कार्रवाई अचानक की गई। सप्तसागर कॉलोनी में एक मकान और बाउंड्रीवॉल का काम चल रहा था। पटना निवासी विमलेश सिंह बाउंड्रीवॉल का काम पिछले 25 दिन से करा रहे थे। शनिवार शाम को वहां पहुंचे राजस्व अभिलेख लेखपाल ने उनसे कहा कि आप अपना काम तुरंत रोक दीजिए, क्योंकि यह तालाब की भूमि है। रविवार शाम 6.30 बजे के करीब प्रशासन की एक टीम ने आकर बाउंड्रीवॉल को गिराना शुरू कर दिया। इसके साथ ही गाटा संख्या 95 को भी तालाब की भूमि बताकर लिंटर पड़े हुए मकान को शटरिंग समेत ढहा दिया। गाटा संख्या 95 की भूमि <box>244 156 362 291</box>
amit-subheadline <box>711 457 821 497</box>
rss-headline: राष्ट्रीय स्वयंसेवक संघ के तीन दिवसीय प्रारंभिक शिक्षा वर्ग का समापन <box>601 617 697 665</box>
petrol-story <box>244 399 472 611</box>
byline: विश्ववार्ता संवाददाता <box>594 965 704 976</box>
ek-nazar-label: एक नजर <box>15 90 229 114</box>
cmyk-swatch <box>519 1449 582 1460</box>
brief-headline: रामलीला व जागरण कार्यक्रम का हुआ समापन <box>15 119 195 131</box>
issue-date: लखनऊ, बुधवार, 25 दिसंबर 2024 <box>684 54 792 63</box>
lead-headline: तालाब की जमीन बताकर प्रशासन ने ढहा दिया निर्माण <box>263 82 917 123</box>
refinery-body: मथुरा। रिफाइनरी नगर के उत्सवोत्सव स्थित एमपलाइज क्लब में मथुरा रिफाइनरी कर्मचारी वेतनभोगी सहकारी ऋण समिति की वार्षिक आम सभा आयोजित की गई। सभा में मुख्य अतिथि के रूप में पूर्व उच्च शिक्षा मंत्री पंडित श्याम सुंदर शर्मा शामिल हुए। विशिष्ट अतिथि मथुरा रिफाइनरी के सीजीएम-एचआर भास्कर दत्तात्रेय, सीजीएम-टेक्निकल सुधांशु कुमार, और जीएम फाइनेंस मीनाक्षी अग्रवाल भी मौजूद रहे। कार्यक्रम की शुरुआत माँ भारती के चित्रपट पर दीप प्रज्वलन के साथ हुई। पूर्व मंत्री श्याम सुंदर शर्मा ने ऋण सोसाइटी की प्रशंसा करते हुए कहा कि इसने न केवल लोगों की वित्तीय जरूरतों को पूरा किया है, बल्कि पूरे क्षेत्र के आर्थिक भूगोल को बदल दिया है। उन्होंने इसे एक निजी बैंक की उपमा दी, जो खाताधारकों के परिवार की तरह काम कर रहा है। <box>244 964 355 1107</box>
brief-body: अयोध्या। हैदराबाद ग्राम में आयोजित रामलीला और जागरण कार्यक्रम का सफल समापन हुआ। इस भव्य आयोजन का उद्घाटन समाजसेवी शिवकांत आर्य ने किया, जबकि समापन हरिद्वार मिश्र के निवास स्थान पर हुआ। रामलीला कार्यक्रम में कलाकारों ने राम, लक्ष्मण, रावण, हनुमान, विभीषण जैसे प्रमुख पात्रों को बेहतरीन तरीके से निभाकर दर्शकों का दिल जीत लिया। रामलीला के मंचन और जागरण ने उपस्थित दर्शकों को भरपूर मनोरंजन प्रदान किया। समारोह के दौरान कार्यक्रम के अध्यक्ष देवी प्रसाद पुजारी, गिरिजा प्रसाद, बेनू प्रसाद गुप्ता, प्रदीप कुमार गुप्ता, ओमप्रकाश गुप्ता, डॉक्टर राम श्याम, दुलारे सोनू चौधरी, भगवती सिंह और अन्य गणमान्य व्यक्ति भी उपस्थित रहे। <box>15 135 229 199</box>
brief-body: अयोध्या। डॉ0 राममनोहर लोहिया अवध विश्वविद्यालय की एनईपी स्नातक विषम सेमेस्टर तीन पालियों की परीक्षा में मंगलवार को 81796 परीक्षार्थियों में से 2516 परीक्षार्थी अनुपस्थित रहे। प्रथम पाली की परीक्षा में 26514 द्वितीय पाली में 45747, तृतीय पाली में 9535 के सापेक्ष क्रमशः 1434, 927 व 155 परीक्षार्थी अनुपस्थित रहे। विवि के परीक्षा नियंत्रक उमानाथ के हवाले से मीडिया प्रभारी डॉ0 विजयेन्दु चतुर्वेदी ने बताया कि एनईपी बीए, बीएससी, बीकॉम विषम सेमेस्टर की तीन पालियों की परीक्षा में 81796 परीक्षार्थियों के सापेक्ष 2516 परीक्षार्थी अनुपस्थित रहे। जिनमें 44022 छात्र व 37774 छात्राएं रही है। इनमें 1907 छात्र एवं 609 छात्राएं अनुपस्थित रही। परीक्षा को नकलविहीन कराने के लिए सचलदल द्वारा विभिन्न केन्द्रों का औचक निरीक्षण किया गया। इस दिन की परीक्षा शांतिपूर्ण ढंग से सम्पन्न हुई। मीडिया प्रभारी ने बताया कि 25 दिसम्बर से विश्वविद्यालय में शीतकालीन अवकाश होने की वजह से स्नातक परीक्षा कार्यक्रमानुसार 02 जनवरी से विभिन्न केन्द्रों पर अन्य प्रश्न-पत्रों की परीक्षा होगी। <box>15 375 229 464</box>
amit-story <box>594 399 1052 611</box>
byline: विश्ववार्ता संवाददाता <box>244 951 355 962</box>
chevron-icon: » <box>594 922 602 937</box>
website-link[interactable]: www.vishwavarta.com <box>12 50 168 65</box>
logo-v-mark: V <box>652 25 670 51</box>
refinery-subheadline <box>361 951 472 990</box>
